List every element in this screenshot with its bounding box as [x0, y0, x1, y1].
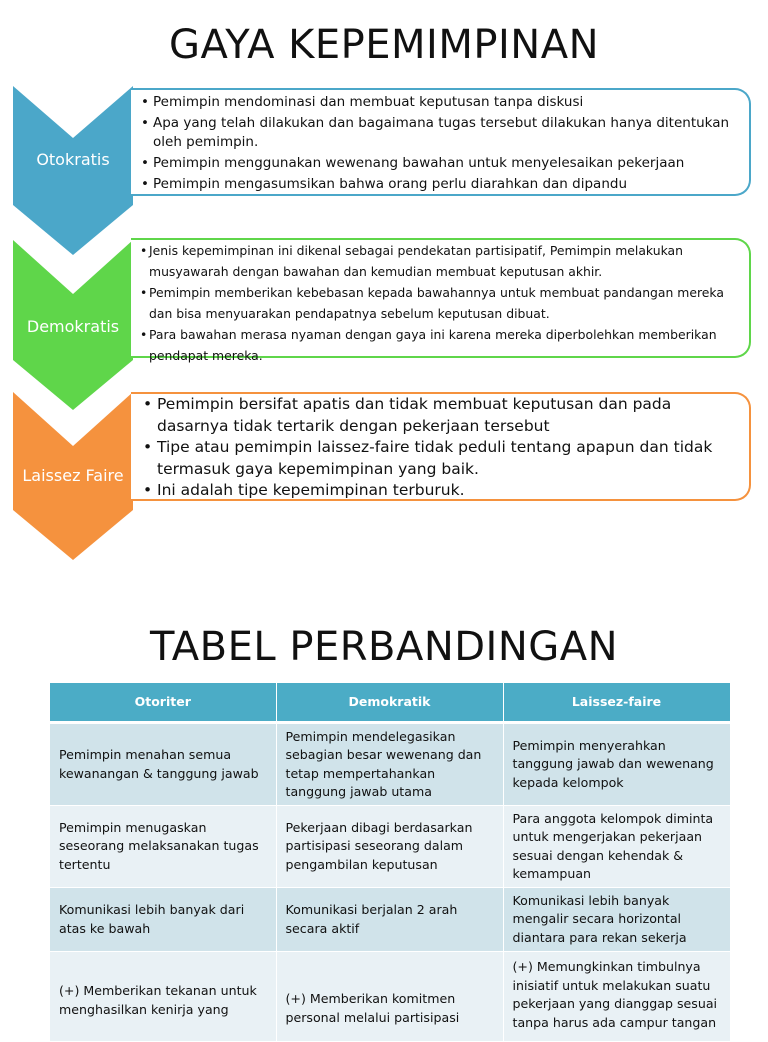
- laissez-faire-box: [131, 392, 751, 501]
- table-title: TABEL PERBANDINGAN: [149, 624, 619, 670]
- table-header-row: [50, 683, 730, 723]
- list-item: • Pemimpin bersifat apatis dan tidak membuat keputusan dan pada dasarnya tidak tertarik dengan pekerjaan tersebut: [157, 394, 741, 437]
- table-cell: Pemimpin menugaskan seseorang melaksanakan tugas tertentu: [50, 806, 276, 888]
- table-row: [50, 952, 730, 1042]
- column-header: Demokratik: [276, 683, 503, 723]
- table-cell: Para anggota kelompok diminta untuk mengerjakan pekerjaan sesuai dengan kehendak & kemampuan: [503, 806, 730, 888]
- list-item: • Pemimpin memberikan kebebasan kepada bawahannya untuk membuat pandangan mereka dan bisa menyuarakan pendapatnya sebelum keputusan dibuat.: [149, 282, 741, 324]
- table-cell: Komunikasi lebih banyak mengalir secara horizontal diantara para rekan sekerja: [503, 888, 730, 952]
- column-header: Laissez-faire: [503, 683, 730, 723]
- table-cell: Pemimpin menyerahkan tanggung jawab dan wewenang kepada kelompok: [503, 723, 730, 806]
- list-item: • Ini adalah tipe kepemimpinan terburuk.: [157, 480, 741, 502]
- table-cell: (+) Memberikan komitmen personal melalui partisipasi: [276, 952, 503, 1042]
- table-cell: Pemimpin menahan semua kewanangan & tanggung jawab: [50, 723, 276, 806]
- comparison-table: [50, 683, 731, 1042]
- demokratis-label: Demokratis: [26, 317, 120, 336]
- page-title: GAYA KEPEMIMPINAN: [168, 22, 599, 68]
- table-row: [50, 806, 730, 888]
- table-row: [50, 888, 730, 952]
- otokratis-label: Otokratis: [36, 150, 110, 169]
- table-cell: Komunikasi lebih banyak dari atas ke bawah: [50, 888, 276, 952]
- list-item: • Para bawahan merasa nyaman dengan gaya ini karena mereka diperbolehkan memberikan pendapat mereka.: [149, 324, 741, 366]
- table-cell: (+) Memberikan tekanan untuk menghasilkan kenirja yang: [50, 952, 276, 1042]
- otokratis-box: [131, 88, 751, 196]
- demokratis-box: [131, 238, 751, 363]
- column-header: Otoriter: [50, 683, 276, 723]
- laissez-faire-label: Laissez Faire: [22, 466, 124, 485]
- list-item: • Pemimpin mendominasi dan membuat keputusan tanpa diskusi: [153, 93, 741, 112]
- list-item: • Pemimpin menggunakan wewenang bawahan untuk menyelesaikan pekerjaan: [153, 154, 741, 173]
- list-item: • Tipe atau pemimpin laissez-faire tidak peduli tentang apapun dan tidak termasuk gaya kepemimpinan yang baik.: [157, 437, 741, 480]
- table-cell: (+) Memungkinkan timbulnya inisiatif untuk melakukan suatu pekerjaan yang dianggap sesuai tanpa harus ada campur tangan: [503, 952, 730, 1042]
- otokratis-chevron: [13, 86, 133, 255]
- table-row: [50, 723, 730, 806]
- table-cell: Pekerjaan dibagi berdasarkan partisipasi seseorang dalam pengambilan keputusan: [276, 806, 503, 888]
- list-item: • Apa yang telah dilakukan dan bagaimana tugas tersebut dilakukan hanya ditentukan oleh pemimpin.: [153, 114, 741, 152]
- list-item: • Jenis kepemimpinan ini dikenal sebagai pendekatan partisipatif, Pemimpin melakukan musyawarah dengan bawahan dan kemudian membuat keputusan akhir.: [149, 240, 741, 282]
- table-cell: Komunikasi berjalan 2 arah secara aktif: [276, 888, 503, 952]
- table-cell: Pemimpin mendelegasikan sebagian besar wewenang dan tetap mempertahankan tanggung jawab utama: [276, 723, 503, 806]
- list-item: • Pemimpin mengasumsikan bahwa orang perlu diarahkan dan dipandu: [153, 175, 741, 194]
